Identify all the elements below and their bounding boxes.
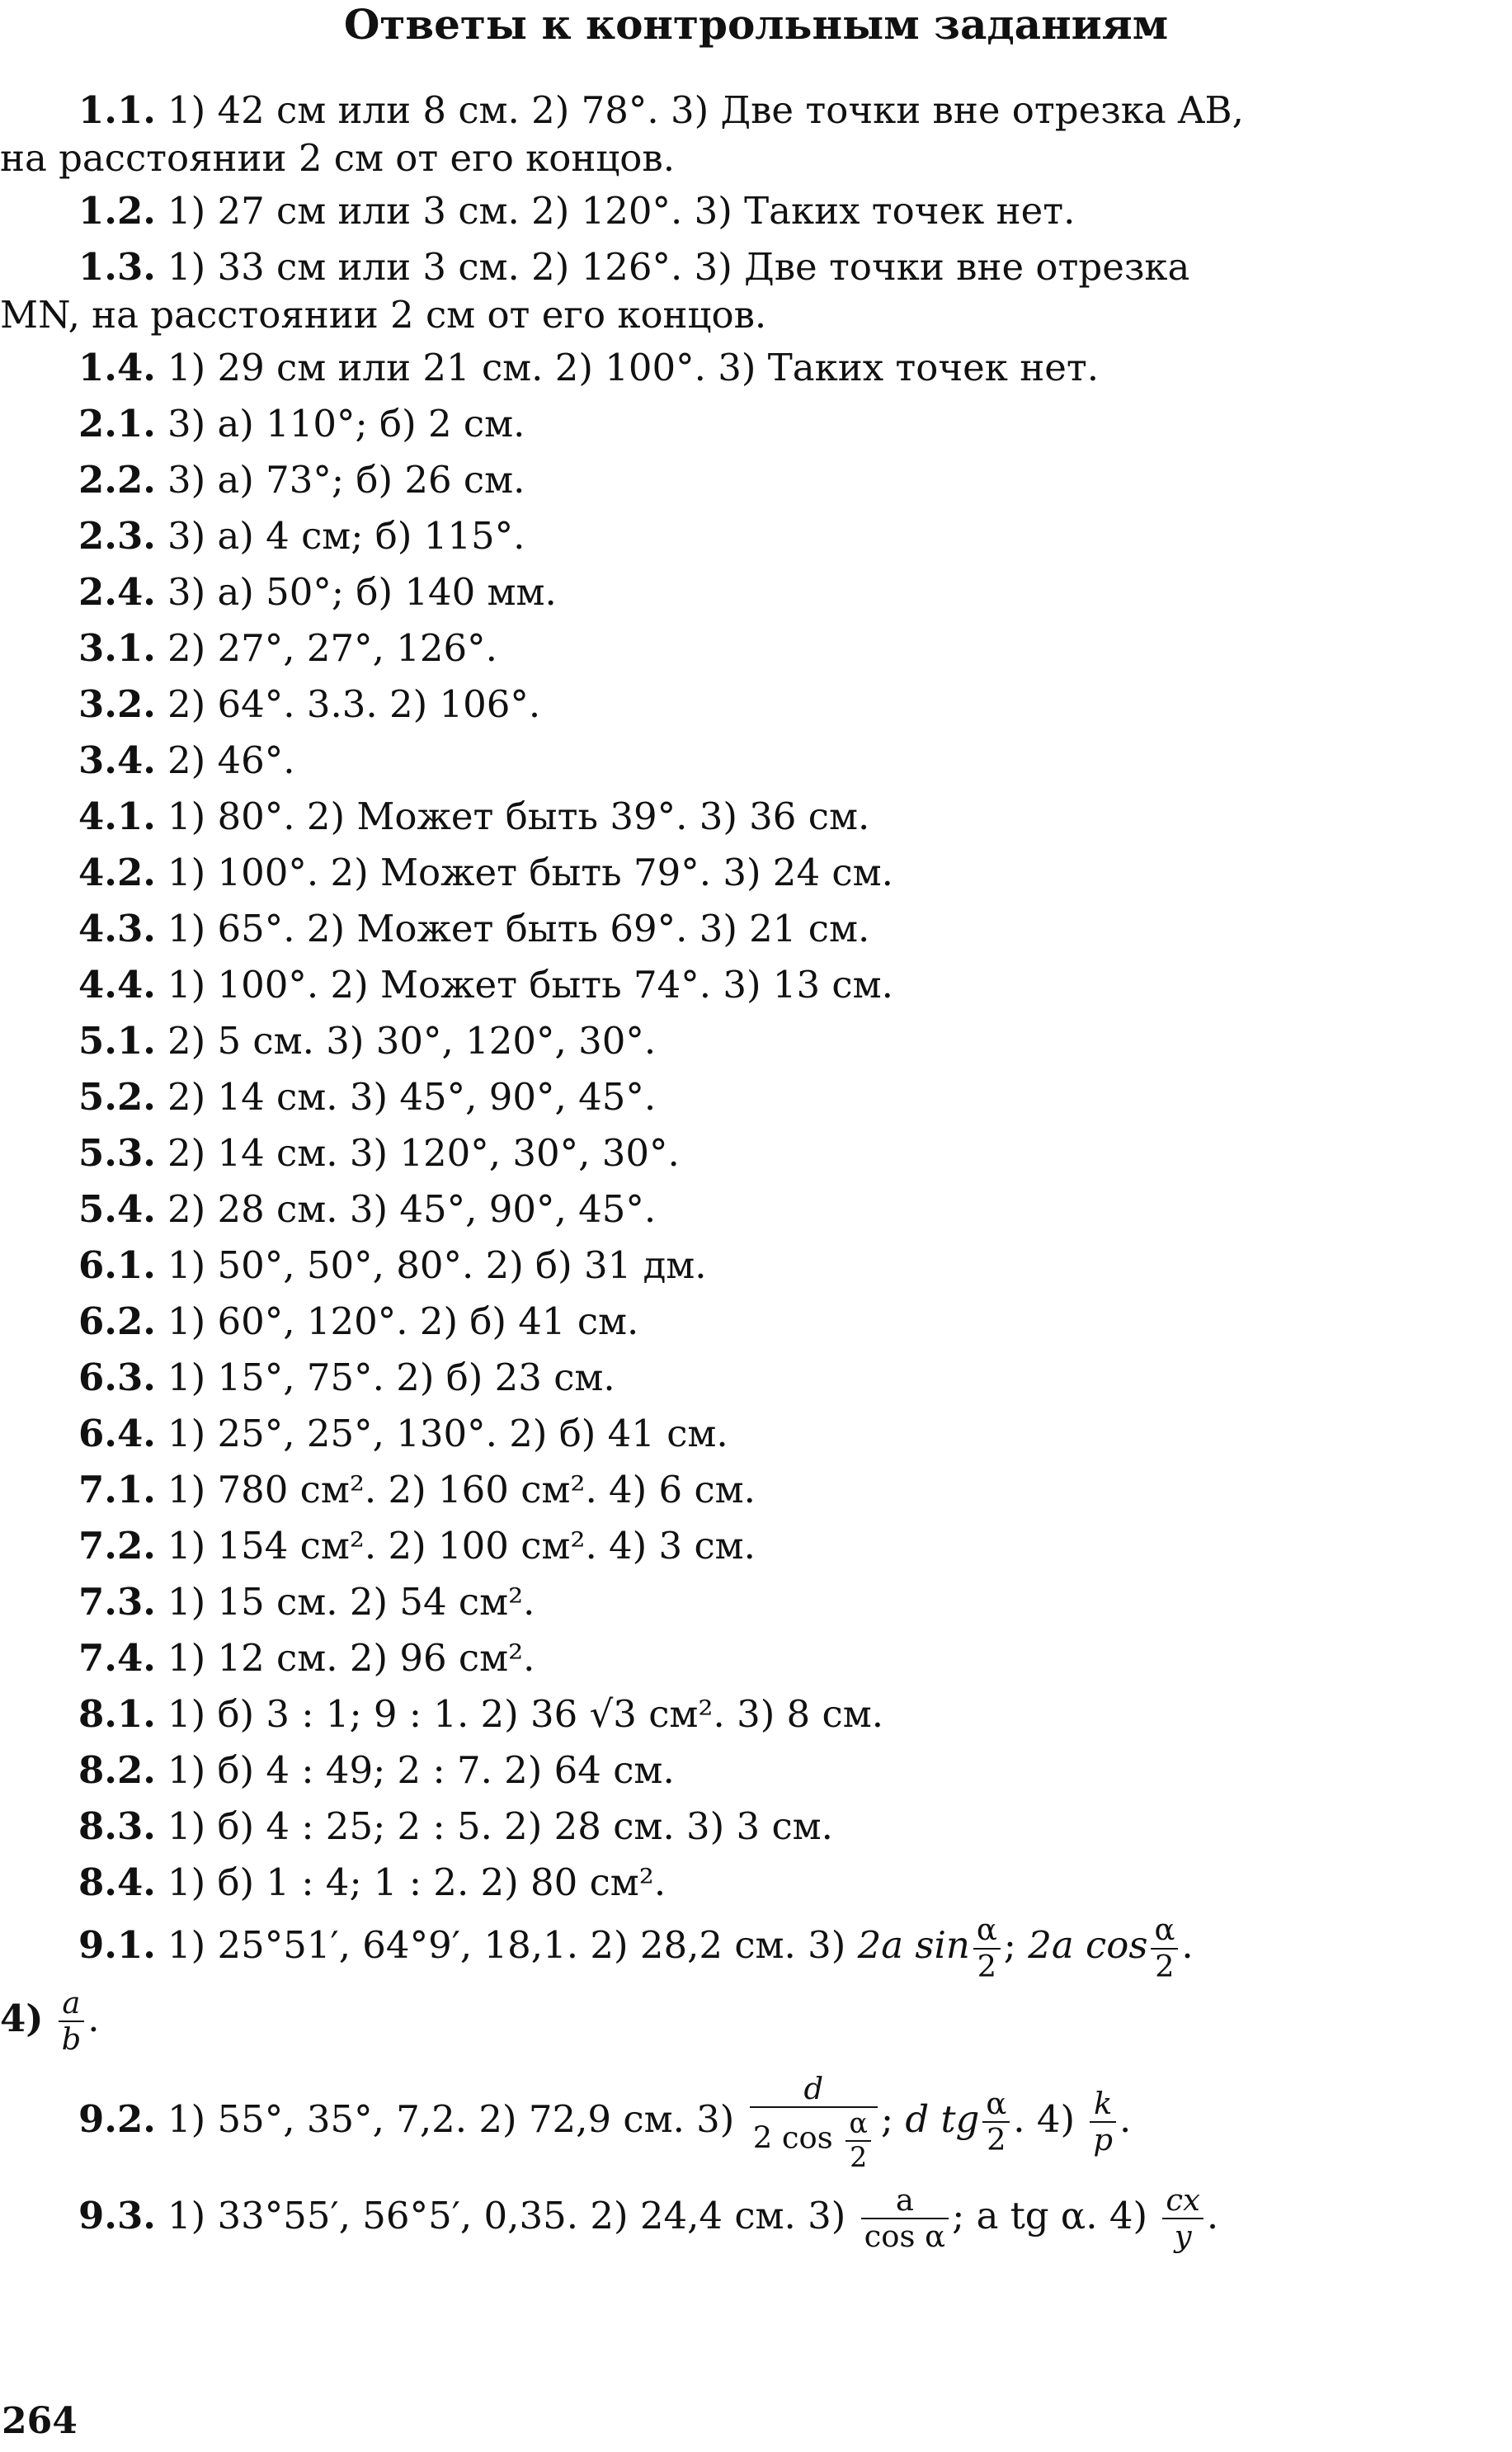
answer-text: 1) 100°. 2) Может быть 74°. 3) 13 см. <box>167 963 893 1007</box>
fraction-denominator: 2 <box>1155 1948 1175 1984</box>
answer-entry <box>0 1294 1501 1350</box>
fraction-numerator: α <box>973 1912 1001 1949</box>
fraction <box>750 2072 878 2173</box>
answer-text: 1) 15 см. 2) 54 см². <box>167 1580 535 1624</box>
answer-entry <box>0 1911 1501 1984</box>
answer-text: 1) б) 1 : 4; 1 : 2. 2) 80 см². <box>167 1860 667 1904</box>
answer-text: 1) б) 4 : 49; 2 : 7. 2) 64 см. <box>167 1748 675 1792</box>
answer-text: 1) 27 см или 3 см. 2) 120°. 3) Таких точек нет. <box>167 189 1076 233</box>
answer-number: 6.4. <box>78 1412 156 1455</box>
answer-entry <box>0 620 1501 677</box>
answer-text: 1) б) 4 : 25; 2 : 5. 2) 28 см. 3) 3 см. <box>167 1804 833 1848</box>
answer-number: 5.1. <box>78 1019 156 1063</box>
answer-entry <box>0 564 1501 620</box>
answer-text: 2) 5 см. 3) 30°, 120°, 30°. <box>167 1019 657 1063</box>
separator: ; <box>880 2096 894 2141</box>
answer-entry <box>0 845 1501 901</box>
answer-text: 1) 25°51′, 64°9′, 18,1. 2) 28,2 см. 3) <box>167 1923 846 1967</box>
answer-number: 6.1. <box>78 1243 156 1287</box>
fraction-numerator: α <box>982 2087 1010 2123</box>
answer-entry <box>0 83 1501 139</box>
fraction-denominator: b <box>61 2021 82 2058</box>
fraction-denominator: 2 <box>977 1948 997 1984</box>
fraction <box>1090 2087 1116 2158</box>
fraction-denominator: cos α <box>864 2219 946 2255</box>
fraction-numerator: α <box>1151 1912 1178 1949</box>
answer-number: 8.1. <box>78 1692 156 1736</box>
answer-text: 2) 14 см. 3) 45°, 90°, 45°. <box>167 1075 657 1119</box>
answer-number: 1.1. <box>78 88 156 132</box>
answer-number: 2.2. <box>78 458 156 502</box>
page-title: Ответы к контрольным заданиям <box>343 0 1169 49</box>
fraction-numerator: a <box>59 1986 85 2022</box>
formula-term: 2a cos <box>1028 1923 1148 1967</box>
answer-number: 2.4. <box>78 570 156 614</box>
answer-number: 5.3. <box>78 1131 156 1175</box>
answer-entry <box>0 957 1501 1013</box>
answer-text: 1) 60°, 120°. 2) б) 41 см. <box>167 1299 639 1343</box>
answer-entry <box>0 2058 1501 2181</box>
answer-number: 5.4. <box>78 1187 156 1231</box>
period: . <box>1206 2193 1219 2237</box>
answer-entry <box>0 1518 1501 1574</box>
fraction-denominator <box>750 2108 878 2172</box>
answer-number: 3.2. <box>78 682 156 726</box>
answer-number: 8.2. <box>78 1748 156 1792</box>
answer-entry <box>0 789 1501 845</box>
answer-text: 1) 100°. 2) Может быть 79°. 3) 24 см. <box>167 851 893 894</box>
formula-term: a tg α. 4) <box>976 2193 1148 2237</box>
answer-number: 2.1. <box>78 402 156 446</box>
answer-text: 1) 65°. 2) Может быть 69°. 3) 21 см. <box>167 907 870 950</box>
answer-entry <box>0 1013 1501 1069</box>
answer-text: 1) 29 см или 21 см. 2) 100°. 3) Таких точек нет. <box>167 346 1100 389</box>
answer-text: 1) 12 см. 2) 96 см². <box>167 1636 535 1680</box>
formula-term: d tg <box>905 2096 980 2141</box>
answer-entry <box>0 1686 1501 1742</box>
separator: ; <box>1003 1923 1016 1967</box>
answer-entry <box>0 1069 1501 1125</box>
answer-part: . 4) <box>1013 2096 1076 2141</box>
answer-entry <box>0 1799 1501 1855</box>
answer-entry <box>0 733 1501 789</box>
answer-entry <box>0 901 1501 957</box>
answers-list <box>0 83 1501 2255</box>
answer-part: 4) <box>0 1996 44 2040</box>
fraction-numerator: k <box>1090 2087 1116 2123</box>
answer-number: 7.4. <box>78 1636 156 1680</box>
answer-text: 1) 15°, 75°. 2) б) 23 см. <box>167 1356 615 1399</box>
answer-entry <box>0 1462 1501 1518</box>
answer-continuation: MN, на расстоянии 2 см от его концов. <box>0 293 767 337</box>
answer-number: 1.2. <box>78 189 156 233</box>
answer-text: 2) 28 см. 3) 45°, 90°, 45°. <box>167 1187 657 1231</box>
fraction <box>1162 2183 1203 2255</box>
answer-number: 9.1. <box>78 1923 156 1967</box>
answer-entry <box>0 1574 1501 1630</box>
fraction-numerator: a <box>861 2183 949 2219</box>
answer-entry <box>0 183 1501 239</box>
answer-number: 6.2. <box>78 1299 156 1343</box>
answer-entry <box>0 1181 1501 1238</box>
answer-number: 9.2. <box>78 2096 156 2141</box>
answer-text: 2) 14 см. 3) 120°, 30°, 30°. <box>167 1131 680 1175</box>
fraction-denominator: p <box>1093 2122 1113 2158</box>
answer-number: 7.2. <box>78 1524 156 1568</box>
answer-entry <box>0 452 1501 508</box>
answer-entry <box>0 508 1501 564</box>
answer-number: 3.1. <box>78 626 156 670</box>
answer-continuation <box>0 1984 1501 2058</box>
page-number: 264 <box>2 2400 78 2442</box>
formula-term: 2 cos <box>752 2120 833 2157</box>
fraction-numerator: cx <box>1162 2183 1203 2219</box>
answer-text: 1) 42 см или 8 см. 2) 78°. 3) Две точки вне отрезка AB, <box>167 88 1244 132</box>
answer-text: 1) 55°, 35°, 7,2. 2) 72,9 см. 3) <box>167 2096 735 2141</box>
answer-number: 4.4. <box>78 963 156 1007</box>
answer-entry <box>0 1630 1501 1686</box>
formula-term: 2a sin <box>857 1923 970 1967</box>
answer-text: 1) 33°55′, 56°5′, 0,35. 2) 24,4 см. 3) <box>167 2193 846 2237</box>
answer-continuation: на расстоянии 2 см от его концов. <box>0 136 676 180</box>
answer-number: 5.2. <box>78 1075 156 1119</box>
answer-number: 1.4. <box>78 346 156 389</box>
period: . <box>1181 1923 1194 1967</box>
answer-text: 1) 25°, 25°, 130°. 2) б) 41 см. <box>167 1412 728 1455</box>
answer-text: 1) 154 см². 2) 100 см². 4) 3 см. <box>167 1524 756 1568</box>
answer-number: 6.3. <box>78 1356 156 1399</box>
fraction-denominator: 2 <box>987 2122 1006 2158</box>
answer-text: 2) 46°. <box>167 738 295 782</box>
answer-entry <box>0 1238 1501 1294</box>
fraction-numerator: d <box>750 2072 878 2108</box>
answer-text: 2) 64°. 3.3. 2) 106°. <box>167 682 541 726</box>
answer-entry <box>0 677 1501 733</box>
answer-text: 1) 780 см². 2) 160 см². 4) 6 см. <box>167 1468 756 1511</box>
period: . <box>87 1996 100 2040</box>
answer-text: 1) 50°, 50°, 80°. 2) б) 31 дм. <box>167 1243 707 1287</box>
answer-number: 7.1. <box>78 1468 156 1511</box>
answer-text: 1) 80°. 2) Может быть 39°. 3) 36 см. <box>167 795 870 838</box>
answer-entry <box>0 1350 1501 1406</box>
answer-number: 1.3. <box>78 245 156 289</box>
fraction-denominator: 2 <box>850 2140 868 2173</box>
answer-number: 3.4. <box>78 738 156 782</box>
answer-text: 3) а) 110°; б) 2 см. <box>167 402 525 446</box>
answer-number: 7.3. <box>78 1580 156 1624</box>
answer-number: 8.3. <box>78 1804 156 1848</box>
answer-entry <box>0 1742 1501 1799</box>
period: . <box>1119 2096 1132 2141</box>
fraction <box>973 1912 1001 1984</box>
answer-entry <box>0 1125 1501 1181</box>
answer-number: 9.3. <box>78 2193 156 2237</box>
answer-text: 2) 27°, 27°, 126°. <box>167 626 497 670</box>
answer-entry <box>0 2181 1501 2255</box>
answer-number: 4.2. <box>78 851 156 894</box>
fraction <box>845 2108 870 2172</box>
answer-entry <box>0 396 1501 452</box>
answer-entry <box>0 239 1501 295</box>
answer-text: 3) а) 73°; б) 26 см. <box>167 458 525 502</box>
fraction <box>59 1986 85 2058</box>
fraction-numerator: α <box>845 2108 870 2141</box>
answer-entry <box>0 340 1501 396</box>
fraction <box>982 2087 1010 2158</box>
answer-number: 2.3. <box>78 514 156 558</box>
answer-entry <box>0 1406 1501 1462</box>
separator: ; <box>952 2193 965 2237</box>
answer-entry <box>0 1855 1501 1911</box>
answer-text: 1) 33 см или 3 см. 2) 126°. 3) Две точки вне отрезка <box>167 245 1190 289</box>
answer-number: 4.3. <box>78 907 156 950</box>
answer-text: 3) а) 4 см; б) 115°. <box>167 514 525 558</box>
fraction-denominator: y <box>1174 2219 1192 2255</box>
answer-text: 1) б) 3 : 1; 9 : 1. 2) 36 √3 см². 3) 8 см. <box>167 1692 883 1736</box>
answer-number: 8.4. <box>78 1860 156 1904</box>
answer-number: 4.1. <box>78 795 156 838</box>
fraction <box>861 2183 949 2255</box>
fraction <box>1151 1912 1178 1984</box>
answer-text: 3) а) 50°; б) 140 мм. <box>167 570 557 614</box>
